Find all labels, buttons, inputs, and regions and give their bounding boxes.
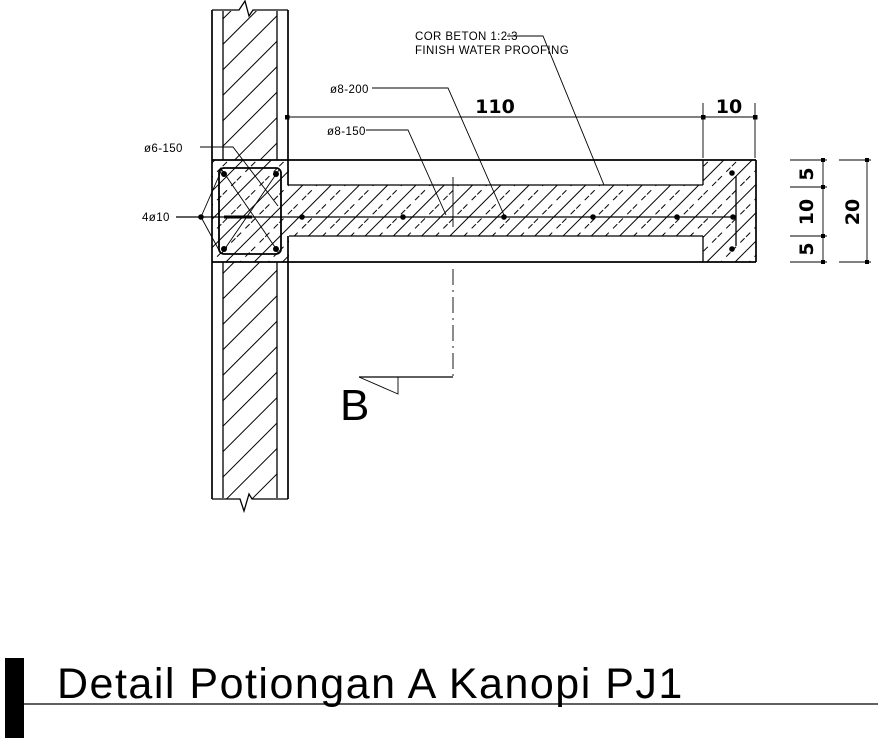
- rebar-dot: [198, 214, 204, 220]
- dim-tick: [285, 115, 290, 120]
- label-stirrup: ø6-150: [144, 143, 183, 155]
- note-concrete-topping: COR BETON 1:2:3: [415, 31, 518, 43]
- title-bar-accent: [5, 658, 24, 738]
- corner-bar-dot: [221, 246, 227, 252]
- rebar-dot: [299, 214, 305, 220]
- edge-bar-dot-bottom: [729, 246, 735, 252]
- dim-tick: [865, 158, 869, 162]
- dim-tick: [821, 234, 825, 238]
- dim-tick: [865, 260, 869, 264]
- title-block: [5, 658, 878, 738]
- dim-tick: [701, 115, 706, 120]
- drawing-title: Detail Potiongan A Kanopi PJ1: [57, 660, 684, 708]
- dim-top-layer: 5: [796, 167, 818, 181]
- edge-bar-dot-top: [729, 170, 735, 176]
- dim-slab-span: 110: [475, 96, 515, 118]
- rebar-dot: [400, 214, 406, 220]
- rebar-dot: [674, 214, 680, 220]
- dim-tick: [821, 185, 825, 189]
- corner-bar-dot: [273, 171, 279, 177]
- rebar-dot: [730, 214, 736, 220]
- note-waterproofing: FINISH WATER PROOFING: [415, 45, 570, 57]
- wall-hatch-lower: [223, 262, 277, 499]
- slab-hatch: [212, 160, 756, 262]
- dimensions-right: [790, 158, 871, 264]
- label-rebar-top: ø8-200: [330, 84, 369, 96]
- dim-tick: [821, 158, 825, 162]
- section-marker-letter: B: [340, 381, 370, 430]
- wall-hatch-upper: [223, 11, 277, 160]
- dim-total-thickness: 20: [842, 198, 864, 226]
- canopy-slab-section: [212, 160, 756, 262]
- note-leader: [507, 36, 604, 185]
- corner-bar-dot: [221, 171, 227, 177]
- dim-bottom-layer: 5: [796, 242, 818, 256]
- dim-tick: [753, 115, 758, 120]
- dim-core-layer: 10: [796, 198, 818, 226]
- label-main-bars: 4ø10: [142, 212, 170, 224]
- rebar-dot: [590, 214, 596, 220]
- corner-bar-dot: [273, 246, 279, 252]
- dim-tick: [821, 260, 825, 264]
- dim-edge-width: 10: [715, 96, 743, 118]
- label-rebar-mid: ø8-150: [327, 126, 366, 138]
- rebar-dot: [501, 214, 507, 220]
